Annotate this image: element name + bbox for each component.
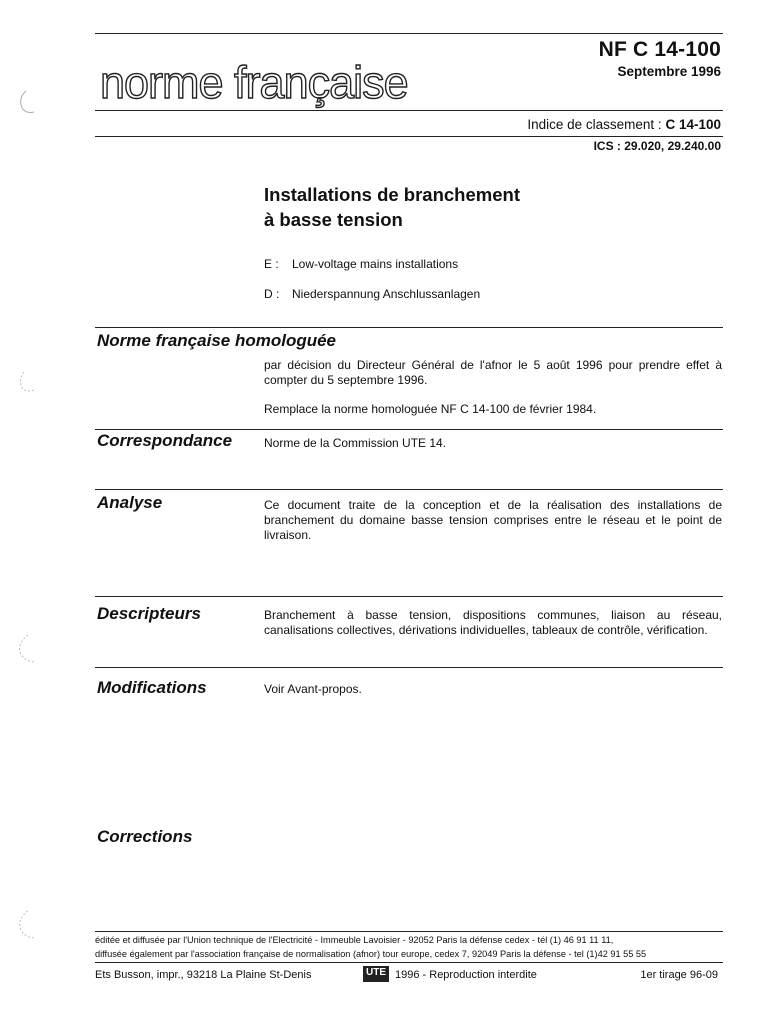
translation-code: D :	[264, 287, 280, 301]
homologuee-heading: Norme française homologuée	[97, 331, 337, 350]
title-line-1: Installations de branchement	[264, 184, 520, 205]
classement-label: Indice de classement :	[527, 117, 662, 132]
reproduction-notice: 1996 - Reproduction interdite	[395, 969, 537, 981]
section-rule	[95, 429, 723, 430]
scan-mark	[12, 88, 38, 118]
analyse-heading: Analyse	[97, 493, 163, 512]
section-rule	[95, 489, 723, 490]
indice-classement	[527, 117, 721, 132]
classement-value: C 14-100	[665, 117, 721, 132]
section-rule	[95, 667, 723, 668]
descripteurs-heading: Descripteurs	[97, 604, 201, 623]
descripteurs-body: Branchement à basse tension, dispositions communes, liaison au réseau, canalisations collectives, dérivations individuelles, tableaux de contrôle, vérification.	[264, 608, 722, 637]
modifications-body: Voir Avant-propos.	[264, 682, 362, 696]
header-rule	[95, 110, 723, 111]
translation-english	[264, 257, 458, 271]
classement-rule	[95, 136, 723, 137]
scan-mark	[12, 368, 38, 398]
correspondance-body: Norme de la Commission UTE 14.	[264, 436, 447, 450]
ute-logo	[363, 966, 389, 982]
standard-number: NF C 14-100	[598, 38, 721, 61]
translation-german	[264, 287, 480, 301]
translation-text: Low-voltage mains installations	[292, 257, 459, 271]
title-line-2: à basse tension	[264, 209, 403, 230]
publication-date: Septembre 1996	[617, 64, 721, 79]
document-title	[264, 182, 520, 232]
scan-mark	[12, 632, 42, 668]
translation-text: Niederspannung Anschlussanlagen	[292, 287, 481, 301]
modifications-heading: Modifications	[97, 678, 207, 697]
top-rule	[95, 33, 723, 34]
scan-mark	[12, 908, 42, 944]
ute-logo-text: UTE	[366, 967, 386, 978]
translation-code: E :	[264, 257, 279, 271]
section-rule	[95, 327, 723, 328]
analyse-body: Ce document traite de la conception et de la réalisation des installations de branchement du domaine basse tension comprises entre le réseau et le point de livraison.	[264, 498, 722, 542]
print-run: 1er tirage 96-09	[640, 969, 718, 981]
correspondance-heading: Correspondance	[97, 431, 233, 450]
footer-rule-2	[95, 962, 723, 963]
footer-publisher: éditée et diffusée par l'Union technique de l'Electricité - Immeuble Lavoisier - 92052 Paris la défense cedex - tél (1) 46 91 11 11,	[95, 935, 614, 945]
homologuee-decision: par décision du Directeur Général de l'afnor le 5 août 1996 pour prendre effet à compter du 5 septembre 1996.	[264, 358, 722, 387]
printer-info: Ets Busson, impr., 93218 La Plaine St-Denis	[95, 969, 312, 981]
footer-rule	[95, 931, 723, 932]
footer-distributor: diffusée également par l'association française de normalisation (afnor) tour europe, cedex 7, 92049 Paris la défense - tel (1)42 91 55 55	[95, 949, 647, 959]
homologuee-replaces: Remplace la norme homologuée NF C 14-100 de février 1984.	[264, 402, 597, 416]
norme-francaise-logo: norme française	[100, 57, 408, 108]
section-rule	[95, 596, 723, 597]
ics-codes: ICS : 29.020, 29.240.00	[593, 139, 721, 153]
homologuee-body	[264, 358, 722, 417]
corrections-heading: Corrections	[97, 827, 193, 846]
